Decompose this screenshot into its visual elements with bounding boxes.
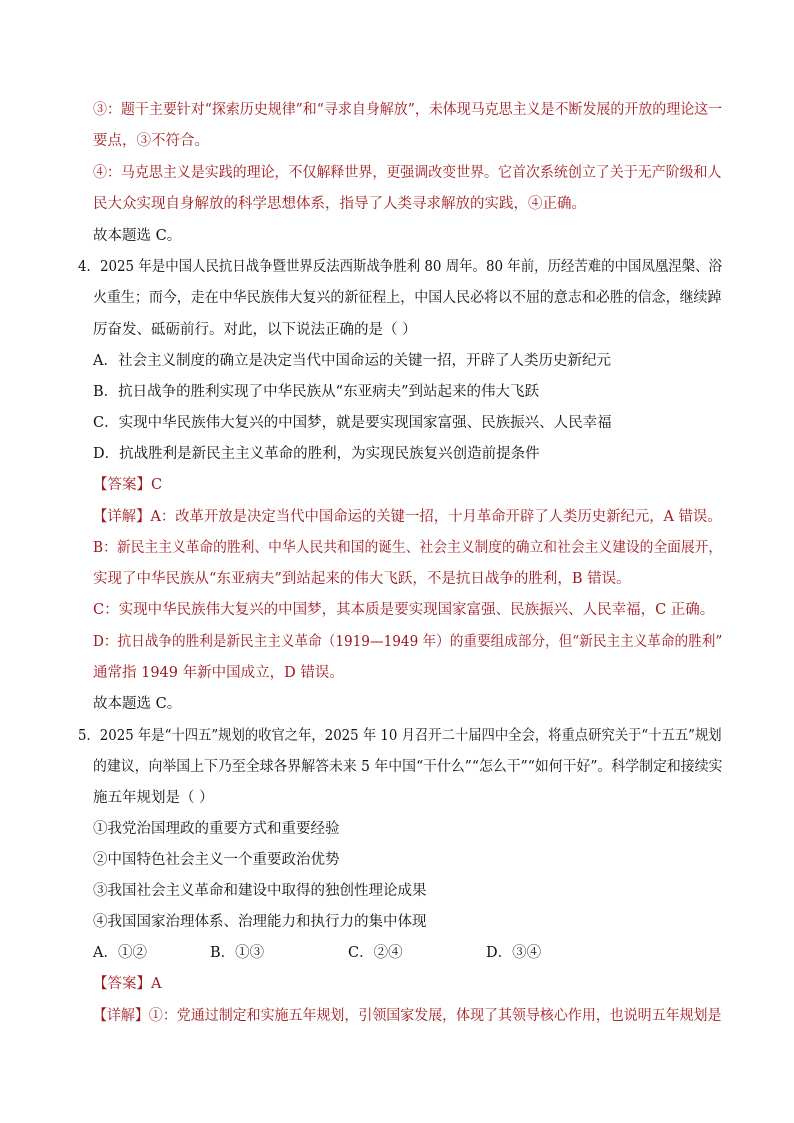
q4-conclusion: 故本题选 C。 — [93, 696, 182, 712]
q5-answer: 【答案】A — [93, 976, 162, 992]
q4-option-b: B．抗日战争的胜利实现了中华民族从“东亚病夫”到站起来的伟大飞跃 — [93, 384, 539, 400]
q5-option-b: B．①③ — [210, 945, 265, 961]
q3-analysis-item3-line1: ③：题干主要针对“探索历史规律”和“寻求自身解放”，未体现马克思主义是不断发展的开放的理论这一 — [93, 102, 723, 118]
q5-item-1: ①我党治国理政的重要方式和重要经验 — [93, 821, 340, 837]
q5-analysis-line1: 【详解】①：党通过制定和实施五年规划，引领国家发展，体现了其领导核心作用，也说明五年规划是 — [93, 1008, 722, 1024]
q5-option-a: A．①② — [93, 945, 147, 961]
q4-analysis-line2: B：新民主主义革命的胜利、中华人民共和国的诞生、社会主义制度的确立和社会主义建设的全面展开， — [93, 540, 723, 556]
q4-analysis-line5: D：抗日战争的胜利是新民主主义革命（1919—1949 年）的重要组成部分，但“新民主主义革命的胜利” — [93, 634, 723, 650]
q3-analysis-item4-line2: 民大众实现自身解放的科学思想体系，指导了人类寻求解放的实践，④正确。 — [93, 196, 586, 212]
q4-option-a: A．社会主义制度的确立是决定当代中国命运的关键一招，开辟了人类历史新纪元 — [93, 353, 611, 369]
q4-answer: 【答案】C — [93, 477, 163, 493]
q4-stem-line2: 火重生；而今，走在中华民族伟大复兴的新征程上，中国人民必将以不屈的意志和必胜的信念，继续踔 — [93, 290, 722, 306]
q5-item-3: ③我国社会主义革命和建设中取得的独创性理论成果 — [93, 883, 427, 899]
q5-stem-line2: 的建议，向举国上下乃至全球各界解答未来 5 年中国“干什么”“怎么干”“如何干好”。科学制定和接续实 — [93, 759, 723, 775]
q3-analysis-item3-line2: 要点，③不符合。 — [93, 133, 209, 149]
q4-analysis-line4: C：实现中华民族伟大复兴的中国梦，其本质是要实现国家富强、民族振兴、人民幸福，C 正确。 — [93, 602, 715, 618]
q5-item-2: ②中国特色社会主义一个重要政治优势 — [93, 852, 340, 868]
q5-stem-line1: 5．2025 年是“十四五”规划的收官之年，2025 年 10 月召开二十届四中全会，将重点研究关于“十五五”规划 — [78, 728, 722, 744]
q4-analysis-line3: 实现了中华民族从“东亚病夫”到站起来的伟大飞跃，不是抗日战争的胜利，B 错误。 — [93, 571, 631, 587]
q4-stem-line3: 厉奋发、砥砺前行。对此，以下说法正确的是（ ） — [93, 322, 417, 338]
q4-analysis-line1: 【详解】A：改革开放是决定当代中国命运的关键一招，十月革命开辟了人类历史新纪元，A 错误。 — [93, 509, 722, 525]
q4-option-d: D．抗战胜利是新民主主义革命的胜利，为实现民族复兴创造前提条件 — [93, 446, 540, 462]
q5-item-4: ④我国国家治理体系、治理能力和执行力的集中体现 — [93, 914, 427, 930]
q4-analysis-line6: 通常指 1949 年新中国成立，D 错误。 — [93, 665, 344, 681]
q3-conclusion: 故本题选 C。 — [93, 228, 182, 244]
q4-stem-line1: 4．2025 年是中国人民抗日战争暨世界反法西斯战争胜利 80 周年。80 年前，历经苦难的中国凤凰涅槃、浴 — [78, 259, 722, 275]
q5-stem-line3: 施五年规划是（ ） — [93, 790, 214, 806]
q3-analysis-item4-line1: ④：马克思主义是实践的理论，不仅解释世界，更强调改变世界。它首次系统创立了关于无产阶级和人 — [93, 165, 722, 181]
q5-option-d: D．③④ — [486, 945, 542, 961]
q4-option-c: C．实现中华民族伟大复兴的中国梦，就是要实现国家富强、民族振兴、人民幸福 — [93, 415, 612, 431]
q5-option-c: C．②④ — [348, 945, 403, 961]
